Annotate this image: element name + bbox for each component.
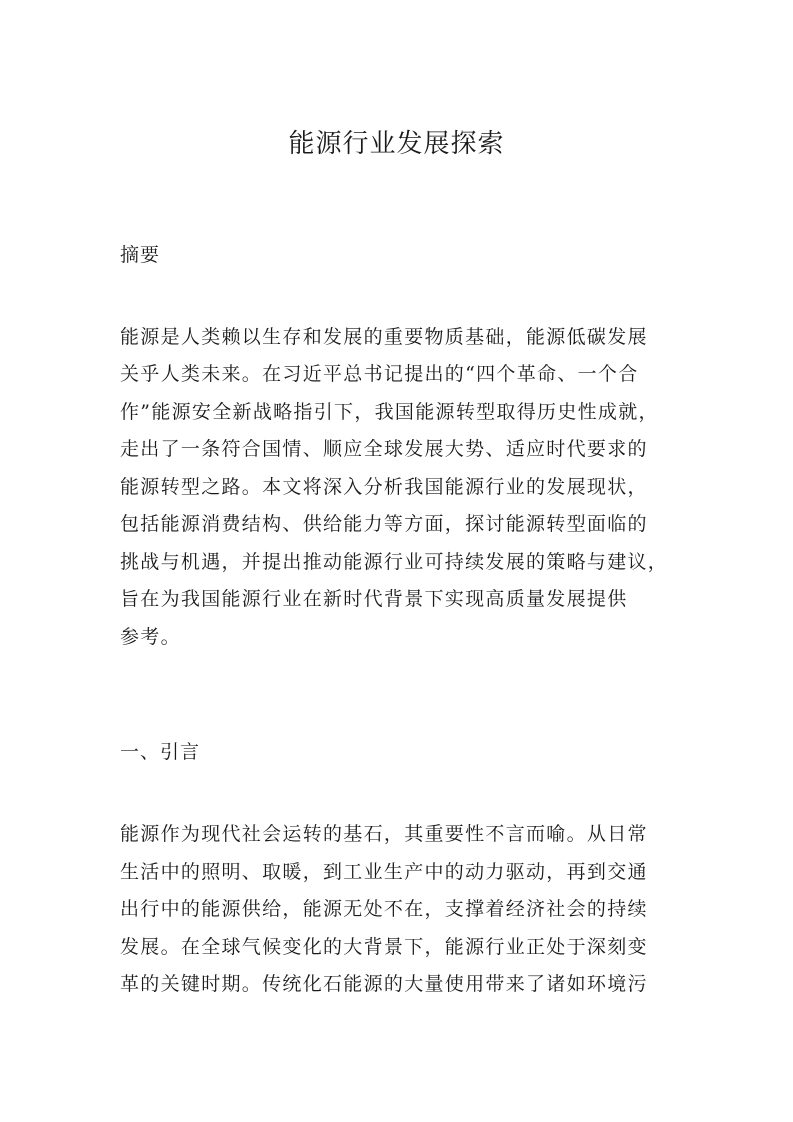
section-heading-introduction: 一、引言 <box>120 741 201 763</box>
paragraph-line: 能源是人类赖以生存和发展的重要物质基础，能源低碳发展 <box>120 326 648 348</box>
paragraph-line: 发展。在全球气候变化的大背景下，能源行业正处于深刻变 <box>120 936 648 958</box>
page-title: 能源行业发展探索 <box>288 129 505 159</box>
paragraph-line: 包括能源消费结构、供给能力等方面，探讨能源转型面临的 <box>120 513 648 535</box>
paragraph-line: 挑战与机遇，并提出推动能源行业可持续发展的策略与建议， <box>120 551 669 573</box>
paragraph-line: 关乎人类未来。在习近平总书记提出的“四个革命、一个合 <box>120 363 639 385</box>
paragraph-line: 革的关键时期。传统化石能源的大量使用带来了诸如环境污 <box>120 973 648 995</box>
abstract-heading: 摘要 <box>120 244 161 266</box>
paragraph-line: 参考。 <box>120 626 181 648</box>
paragraph-line: 能源转型之路。本文将深入分析我国能源行业的发展现状， <box>120 476 648 498</box>
paragraph-line: 走出了一条符合国情、顺应全球发展大势、适应时代要求的 <box>120 438 648 460</box>
paragraph-line: 旨在为我国能源行业在新时代背景下实现高质量发展提供 <box>120 588 628 610</box>
paragraph-line: 生活中的照明、取暖，到工业生产中的动力驱动，再到交通 <box>120 861 648 883</box>
paragraph-line: 作”能源安全新战略指引下，我国能源转型取得历史性成就， <box>120 401 659 423</box>
paragraph-line: 出行中的能源供给，能源无处不在，支撑着经济社会的持续 <box>120 898 648 920</box>
paragraph-line: 能源作为现代社会运转的基石，其重要性不言而喻。从日常 <box>120 823 648 845</box>
